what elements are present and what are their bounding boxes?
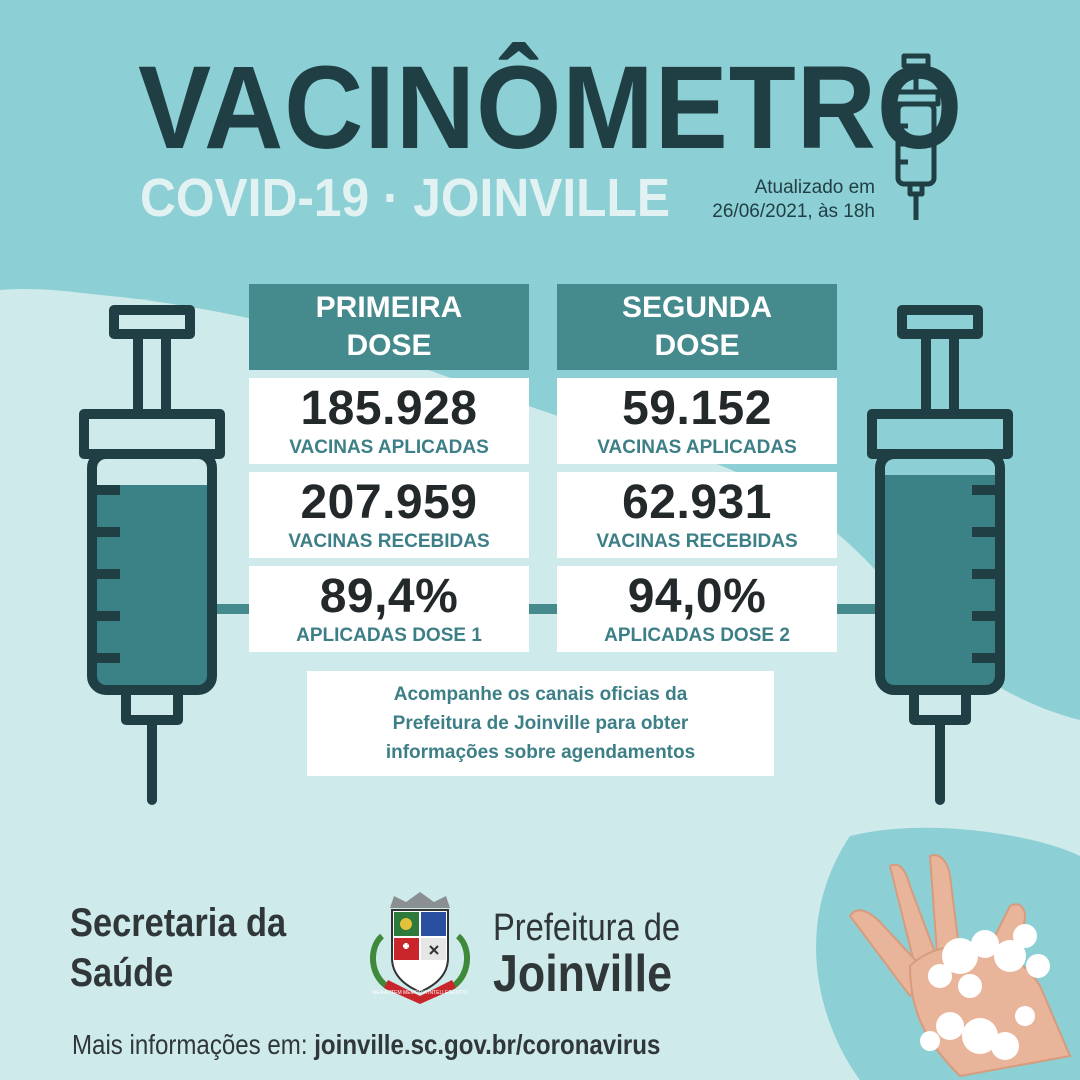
first-dose-received-card — [249, 472, 529, 558]
first-dose-received-label: VACINAS RECEBIDAS — [288, 531, 490, 552]
second-dose-heading — [557, 284, 837, 370]
first-dose-percent-card — [249, 566, 529, 652]
info-notice — [307, 671, 774, 776]
syringe-icon — [888, 52, 944, 224]
first-dose-applied-value: 185.928 — [300, 382, 478, 435]
hand-washing-illustration — [810, 826, 1080, 1080]
prefeitura-line2: Joinville — [493, 945, 672, 1003]
more-info — [72, 1028, 660, 1062]
first-dose-applied-card — [249, 378, 529, 464]
update-date: 26/06/2021, às 18h — [712, 201, 875, 222]
second-dose-heading-line2: DOSE — [654, 329, 740, 362]
page-title: VACINÔMETRO — [138, 42, 964, 174]
notice-line2: Prefeitura de Joinville para obter — [392, 713, 689, 734]
second-dose-percent-value: 94,0% — [627, 570, 767, 623]
notice-line1: Acompanhe os canais oficias da — [393, 684, 688, 705]
notice-line3: informações sobre agendamentos — [385, 742, 696, 763]
first-dose-heading-line1: PRIMEIRA — [315, 291, 463, 324]
first-dose-heading — [249, 284, 529, 370]
second-dose-heading-line1: SEGUNDA — [621, 291, 772, 324]
second-dose-applied-label: VACINAS APLICADAS — [597, 437, 797, 458]
second-dose-applied-value: 59.152 — [622, 382, 772, 435]
more-info-label: Mais informações em: — [72, 1029, 308, 1060]
syringe-icon — [64, 300, 244, 810]
second-dose-column — [557, 284, 837, 652]
update-label: Atualizado em — [754, 177, 875, 198]
prefeitura-line1: Prefeitura de — [493, 907, 681, 949]
secretaria-line1: Secretaria da — [70, 901, 287, 945]
first-dose-applied-label: VACINAS APLICADAS — [289, 437, 489, 458]
secretaria-line2: Saúde — [70, 951, 174, 995]
second-dose-applied-card — [557, 378, 837, 464]
page-subtitle: COVID-19 · JOINVILLE — [140, 168, 671, 228]
more-info-url[interactable]: joinville.sc.gov.br/coronavirus — [314, 1029, 661, 1060]
second-dose-received-value: 62.931 — [622, 476, 772, 529]
first-dose-percent-label: APLICADAS DOSE 1 — [296, 625, 482, 646]
first-dose-percent-value: 89,4% — [319, 570, 459, 623]
second-dose-received-card — [557, 472, 837, 558]
first-dose-received-value: 207.959 — [300, 476, 478, 529]
crest-motto: MEA AUTEM MEMORIA INTELLEGENTIO — [372, 990, 468, 996]
crest-logo — [360, 888, 480, 1006]
first-dose-column — [249, 284, 529, 652]
second-dose-percent-card — [557, 566, 837, 652]
update-timestamp — [650, 176, 875, 224]
first-dose-heading-line2: DOSE — [346, 329, 432, 362]
second-dose-received-label: VACINAS RECEBIDAS — [596, 531, 798, 552]
secretaria-logo-text — [70, 898, 286, 998]
second-dose-percent-label: APLICADAS DOSE 2 — [604, 625, 790, 646]
syringe-icon — [848, 300, 1028, 810]
